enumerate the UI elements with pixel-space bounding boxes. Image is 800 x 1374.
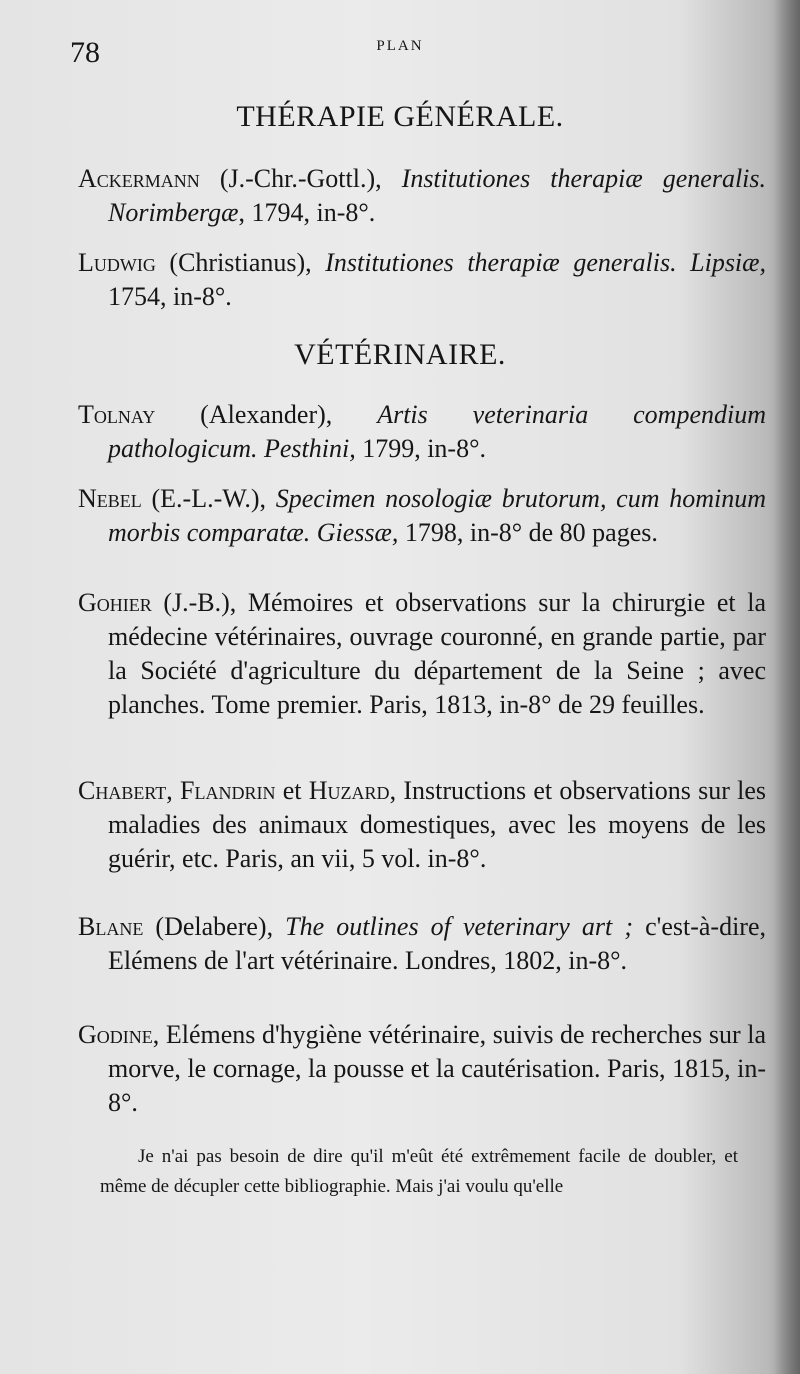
entry-author: Gohier — [78, 588, 152, 617]
entry-imprint: , Instructions et observations sur les maladies des animaux domestiques, avec les moyens de les guérir, etc. Paris, an vii, 5 vol. in-8°. — [108, 776, 766, 873]
running-head: PLAN — [376, 38, 424, 54]
footnote: Je n'ai pas besoin de dire qu'il m'eût été extrêmement facile de doubler, et même de décupler cette bibliographie. Mais j'ai voulu qu'elle — [100, 1146, 738, 1197]
entry-author: Ackermann — [78, 164, 200, 193]
entry-author-2: Huzard — [308, 776, 390, 805]
entry-imprint: c'est-à-dire, Elémens de l'art vétérinaire. Londres, 1802, in-8°. — [108, 912, 767, 975]
entry-imprint: , 1794, in-8°. — [238, 198, 376, 227]
page-gutter-shadow — [774, 0, 800, 1374]
entry-title: The outlines of veterinary art ; — [285, 912, 634, 941]
section-title-veterinaire: VÉTÉRINAIRE. — [294, 338, 506, 371]
bibliography-entry — [78, 482, 766, 550]
bibliography-entry — [78, 162, 766, 230]
entry-text: (J.-B.), Mémoires et observations sur la chirurgie et la médecine vétérinaires, ouvrage couronné, en grande partie, par la Société d'agriculture du département de la Seine ; avec planches. Tome premier. Paris, 1813, in-8° de 29 feuilles. — [108, 588, 766, 719]
bibliography-entry — [78, 586, 766, 722]
entry-text: , Elémens d'hygiène vétérinaire, suivis de recherches sur la morve, le cornage, la pousse et la cautérisation. Paris, 1815, in-8°. — [108, 1020, 766, 1117]
bibliography-entry — [78, 246, 766, 314]
section-title-therapie: THÉRAPIE GÉNÉRALE. — [236, 100, 564, 133]
entry-author: Blane — [78, 912, 144, 941]
entry-text: (Delabere), — [143, 912, 286, 941]
bibliography-entry — [78, 774, 766, 876]
entry-imprint: 1798, in-8° de 80 pages. — [398, 518, 658, 547]
entry-title: Institutiones therapiæ generalis. Norimbergæ — [108, 164, 767, 227]
entry-author: Nebel — [78, 484, 142, 513]
entry-author: Chabert, Flandrin — [78, 776, 276, 805]
entry-text: et — [275, 776, 309, 805]
entry-text: (Alexander), — [155, 400, 378, 429]
entry-author: Tolnay — [78, 400, 156, 429]
bibliography-entry — [78, 1018, 766, 1120]
entry-author: Godine — [78, 1020, 153, 1049]
entry-title: Specimen nosologiæ brutorum, cum hominum morbis comparatæ. Giessæ, — [108, 484, 766, 547]
entry-author: Ludwig — [78, 248, 156, 277]
entry-text: (J.-Chr.-Gottl.), — [199, 164, 402, 193]
page-number: 78 — [70, 36, 100, 69]
bibliography-entry — [78, 398, 766, 466]
entry-imprint: 1799, in-8°. — [355, 434, 486, 463]
bibliography-entry — [78, 910, 766, 978]
entry-text: (Christianus), — [155, 248, 326, 277]
entry-title: Artis veterinaria compendium pathologicum. Pesthini, — [108, 400, 766, 463]
entry-imprint: 1754, in-8°. — [108, 282, 232, 311]
entry-text: (E.-L.-W.), — [141, 484, 276, 513]
entry-title: Institutiones therapiæ generalis. Lipsiæ, — [325, 248, 766, 277]
